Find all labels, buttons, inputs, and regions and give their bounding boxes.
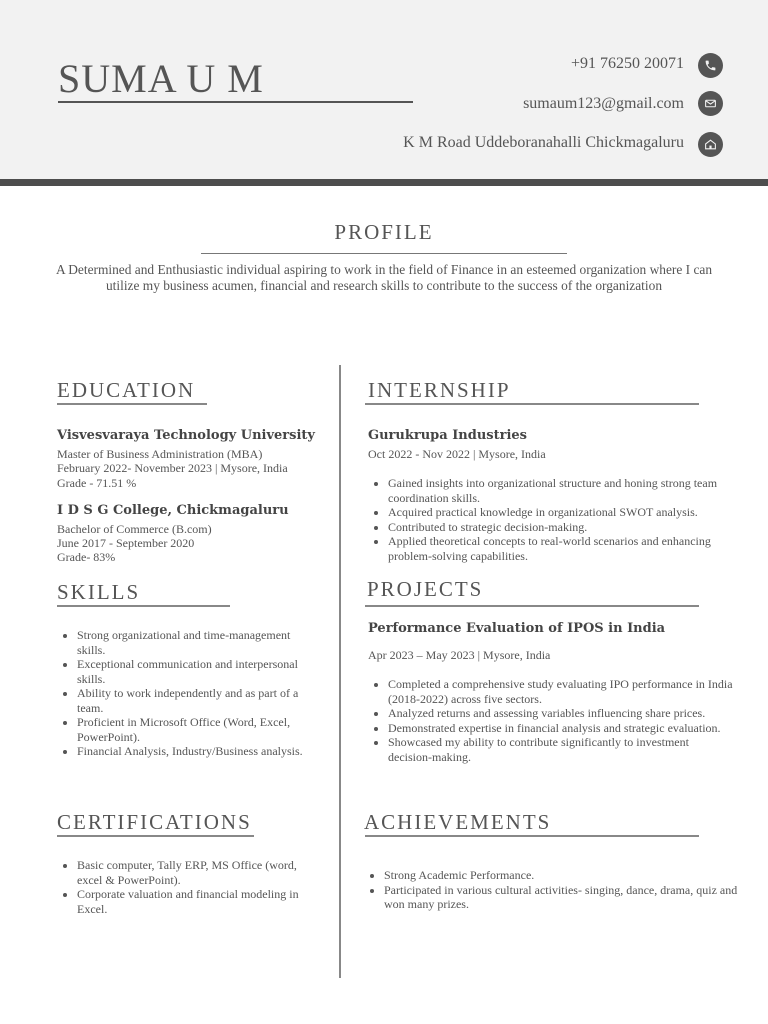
list-item: • Exceptional communication and interpersonal skills.	[77, 657, 307, 686]
education-degree: Master of Business Administration (MBA)	[57, 447, 263, 461]
certifications-list	[57, 858, 302, 916]
internship-list	[368, 476, 733, 563]
list-item: • Analyzed returns and assessing variables influencing share prices.	[388, 706, 733, 721]
profile-heading: PROFILE	[334, 220, 434, 244]
list-item: • Corporate valuation and financial modeling in Excel.	[77, 887, 302, 916]
internship-dates: Oct 2022 - Nov 2022 | Mysore, India	[368, 447, 546, 461]
list-item: • Applied theoretical concepts to real-world scenarios and enhancing problem-solving capabilities.	[388, 534, 733, 563]
projects-list	[368, 677, 733, 764]
candidate-name: SUMA U M	[58, 56, 264, 101]
education-rule	[57, 403, 207, 405]
phone-icon	[698, 53, 723, 78]
list-item: • Strong organizational and time-management skills.	[77, 628, 307, 657]
list-item: • Completed a comprehensive study evaluating IPO performance in India (2018-2022) across five sectors.	[388, 677, 733, 706]
education-heading: EDUCATION	[57, 378, 196, 402]
list-item: • Financial Analysis, Industry/Business analysis.	[77, 744, 307, 759]
education-degree: Bachelor of Commerce (B.com)	[57, 522, 212, 536]
list-item: • Ability to work independently and as part of a team.	[77, 686, 307, 715]
education-dates: June 2017 - September 2020	[57, 536, 195, 550]
achievements-heading: ACHIEVEMENTS	[364, 810, 552, 834]
internship-rule	[365, 403, 699, 405]
list-item: • Demonstrated expertise in financial analysis and strategic evaluation.	[388, 721, 733, 736]
internship-heading: INTERNSHIP	[368, 378, 511, 402]
list-item: • Strong Academic Performance.	[384, 868, 749, 883]
achievements-list	[364, 868, 749, 912]
list-item: • Participated in various cultural activities- singing, dance, drama, quiz and won many prizes.	[384, 883, 749, 912]
education-grade: Grade- 83%	[57, 550, 116, 564]
list-item: • Contributed to strategic decision-making.	[388, 520, 733, 535]
certifications-heading: CERTIFICATIONS	[57, 810, 252, 834]
achievements-rule	[365, 835, 699, 837]
projects-rule	[365, 605, 699, 607]
internship-company: Gurukrupa Industries	[368, 428, 527, 443]
email-address[interactable]: sumaum123@gmail.com	[523, 95, 684, 112]
education-school: Visvesvaraya Technology University	[57, 428, 315, 443]
certifications-rule	[57, 835, 254, 837]
projects-heading: PROJECTS	[367, 577, 484, 601]
address: K M Road Uddeboranahalli Chickmagaluru	[403, 134, 684, 151]
header-bar	[0, 179, 768, 186]
home-icon	[698, 132, 723, 157]
column-divider	[339, 365, 341, 978]
skills-rule	[57, 605, 230, 607]
phone-number: +91 76250 20071	[570, 55, 684, 72]
education-school: I D S G College, Chickmagaluru	[57, 503, 289, 518]
list-item: • Acquired practical knowledge in organizational SWOT analysis.	[388, 505, 733, 520]
project-name: Performance Evaluation of IPOS in India	[368, 621, 666, 636]
profile-text: A Determined and Enthusiastic individual aspiring to work in the field of Finance in an esteemed organization where I can utilize my business acumen, financial and research skills to contribute to the success of the organization	[55, 262, 713, 293]
list-item: • Proficient in Microsoft Office (Word, Excel, PowerPoint).	[77, 715, 307, 744]
list-item: • Gained insights into organizational structure and honing strong team coordination skills.	[388, 476, 733, 505]
project-dates: Apr 2023 – May 2023 | Mysore, India	[368, 648, 551, 662]
skills-list	[57, 628, 307, 759]
profile-rule	[201, 253, 567, 254]
skills-heading: SKILLS	[57, 580, 141, 604]
education-grade: Grade - 71.51 %	[57, 476, 137, 490]
list-item: • Showcased my ability to contribute significantly to investment decision-making.	[388, 735, 733, 764]
name-underline	[58, 101, 413, 103]
education-dates: February 2022- November 2023 | Mysore, India	[57, 461, 288, 475]
email-icon	[698, 91, 723, 116]
list-item: • Basic computer, Tally ERP, MS Office (word, excel & PowerPoint).	[77, 858, 302, 887]
